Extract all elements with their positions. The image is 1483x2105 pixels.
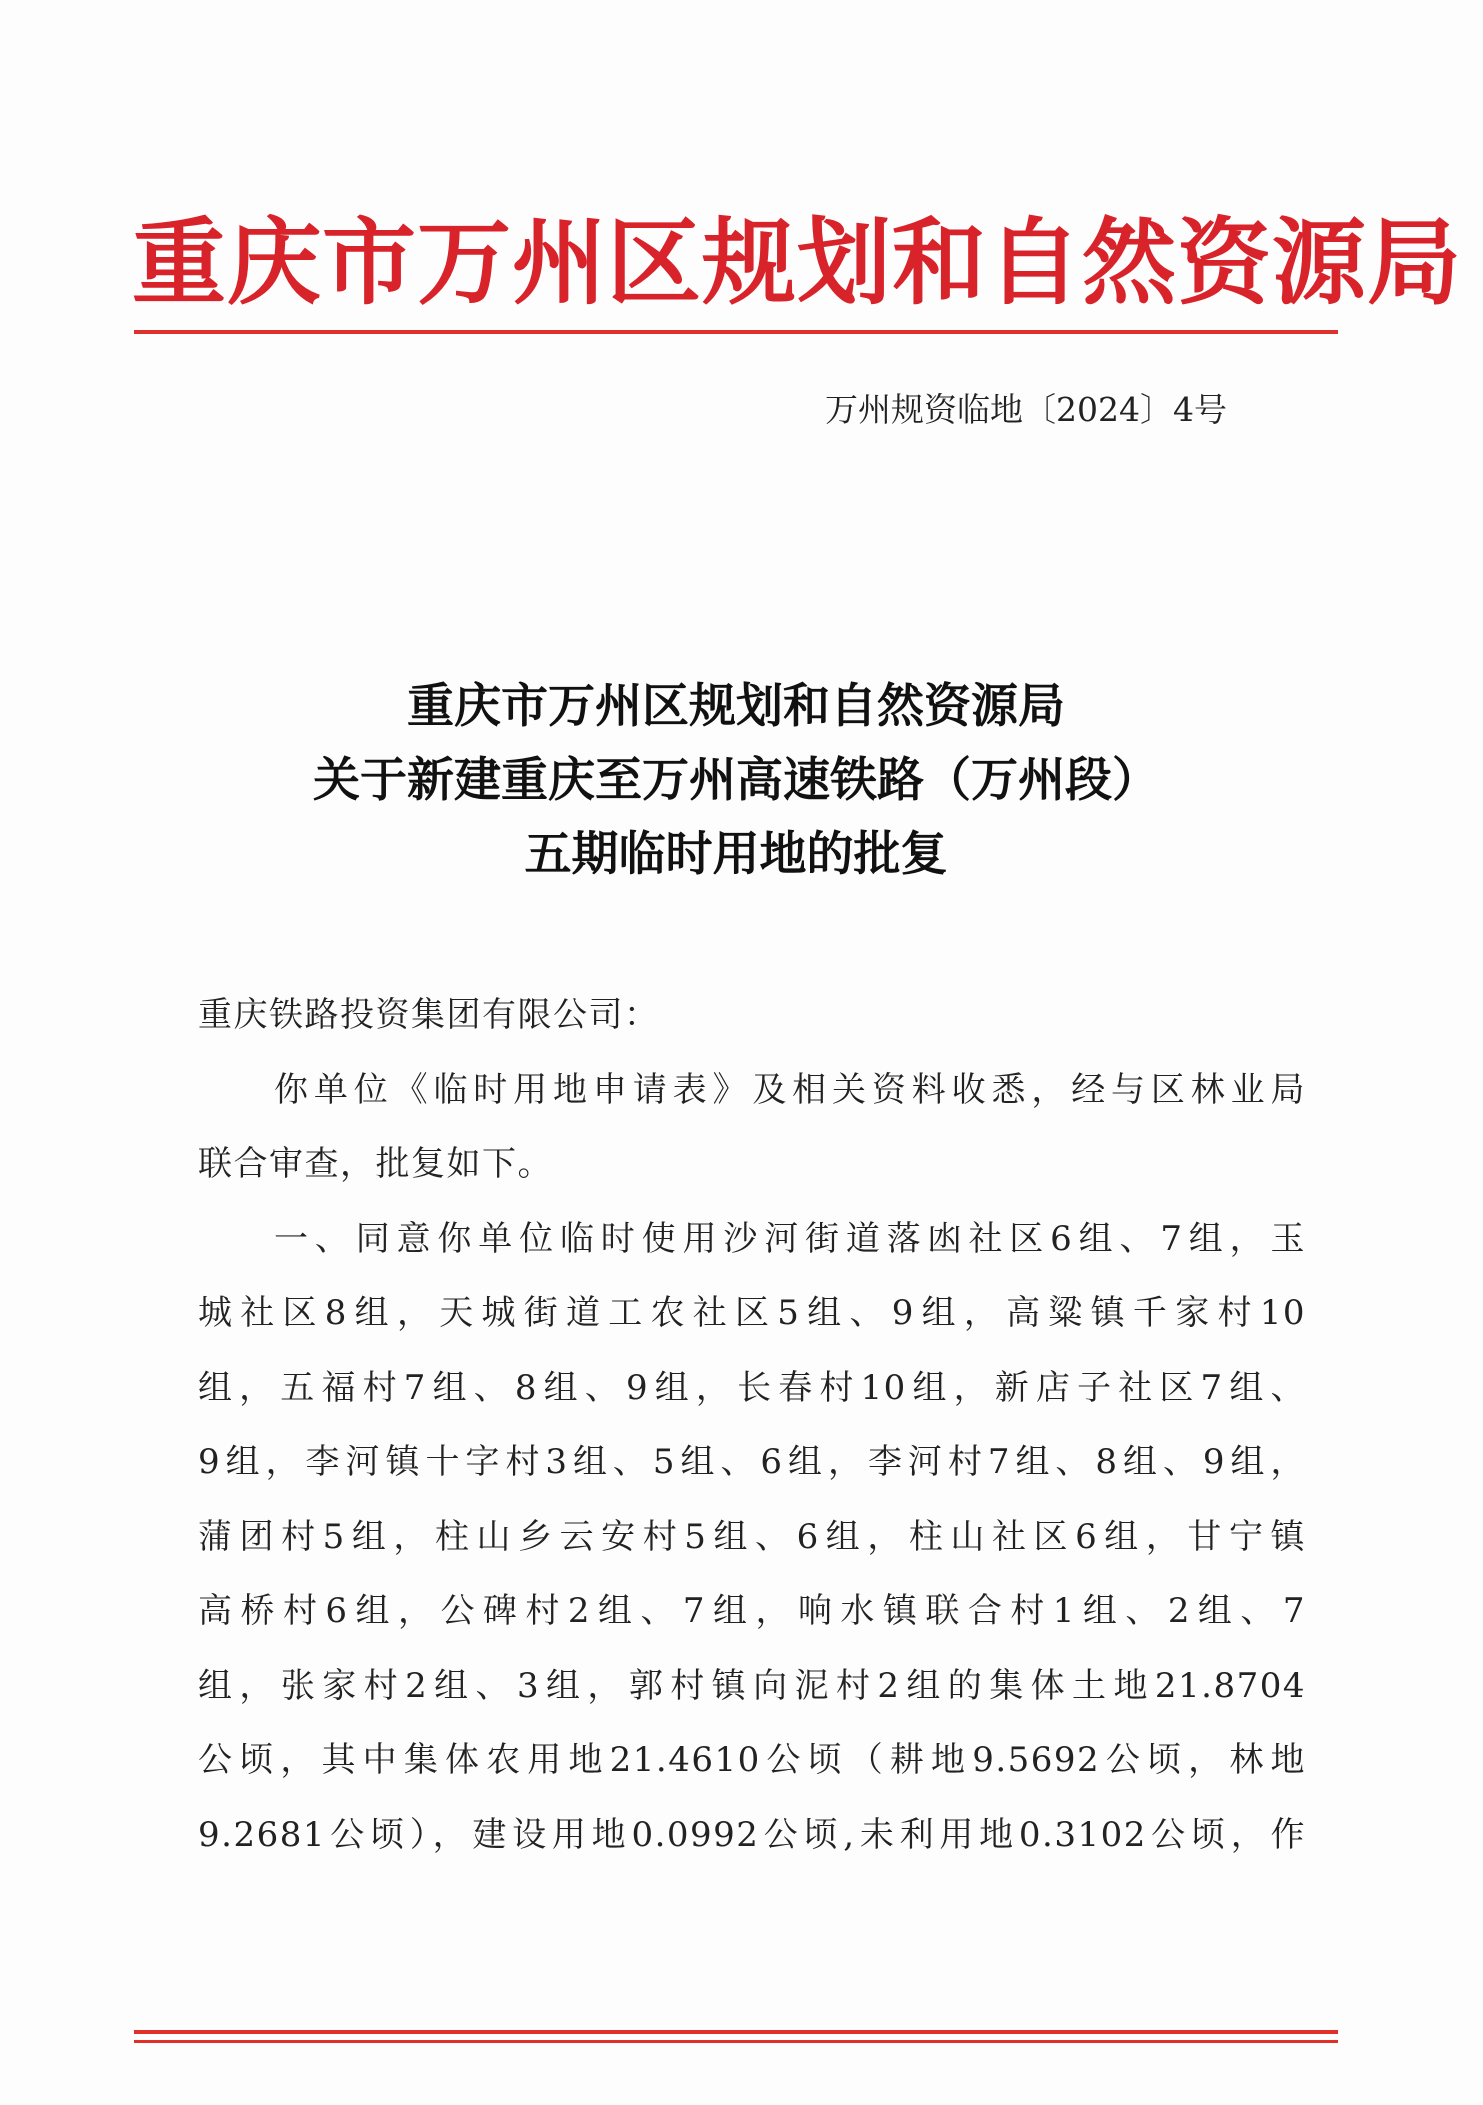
paragraph-2-line-1: 一、同意你单位临时使用沙河街道落凼社区6组、7组，玉 (274, 1218, 1306, 1259)
letterhead-red-rule (134, 330, 1338, 334)
document-number: 万州规资临地〔2024〕4号 (825, 390, 1227, 429)
paragraph-2-line-3: 组，五福村7组、8组、9组，长春村10组，新店子社区7组、 (198, 1367, 1306, 1408)
paragraph-2-line-9: 9.2681公顷），建设用地0.0992公顷,未利用地0.3102公顷，作 (198, 1814, 1306, 1855)
salutation: 重庆铁路投资集团有限公司： (198, 995, 660, 1035)
notice-title-line-2: 关于新建重庆至万州高速铁路（万州段） (313, 753, 1159, 808)
paragraph-2-line-2: 城社区8组，天城街道工农社区5组、9组，高粱镇千家村10 (198, 1293, 1306, 1333)
notice-title-line-3: 五期临时用地的批复 (524, 827, 948, 882)
notice-title (134, 670, 1338, 892)
footer-red-rule-upper (134, 2030, 1338, 2034)
paragraph-2-line-7: 组，张家村2组、3组，郭村镇向泥村2组的集体土地21.8704 (198, 1665, 1306, 1706)
paragraph-2-line-5: 蒲团村5组，柱山乡云安村5组、6组，柱山社区6组，甘宁镇 (198, 1516, 1306, 1557)
paragraph-1-line-2: 联合审查，批复如下。 (198, 1144, 553, 1184)
notice-title-line-1: 重庆市万州区规划和自然资源局 (407, 679, 1065, 734)
footer-red-rule-lower (134, 2040, 1338, 2043)
paragraph-2-line-4: 9组，李河镇十字村3组、5组、6组，李河村7组、8组、9组， (198, 1442, 1306, 1482)
paragraph-2-line-8: 公顷，其中集体农用地21.4610公顷（耕地9.5692公顷，林地 (198, 1740, 1306, 1780)
agency-letterhead-title: 重庆市万州区规划和自然资源局 (132, 208, 1463, 318)
document-body (198, 978, 1306, 1872)
paragraph-1-line-1: 你单位《临时用地申请表》及相关资料收悉，经与区林业局 (274, 1069, 1306, 1110)
paragraph-2-line-6: 高桥村6组，公碑村2组、7组，响水镇联合村1组、2组、7 (198, 1591, 1306, 1631)
